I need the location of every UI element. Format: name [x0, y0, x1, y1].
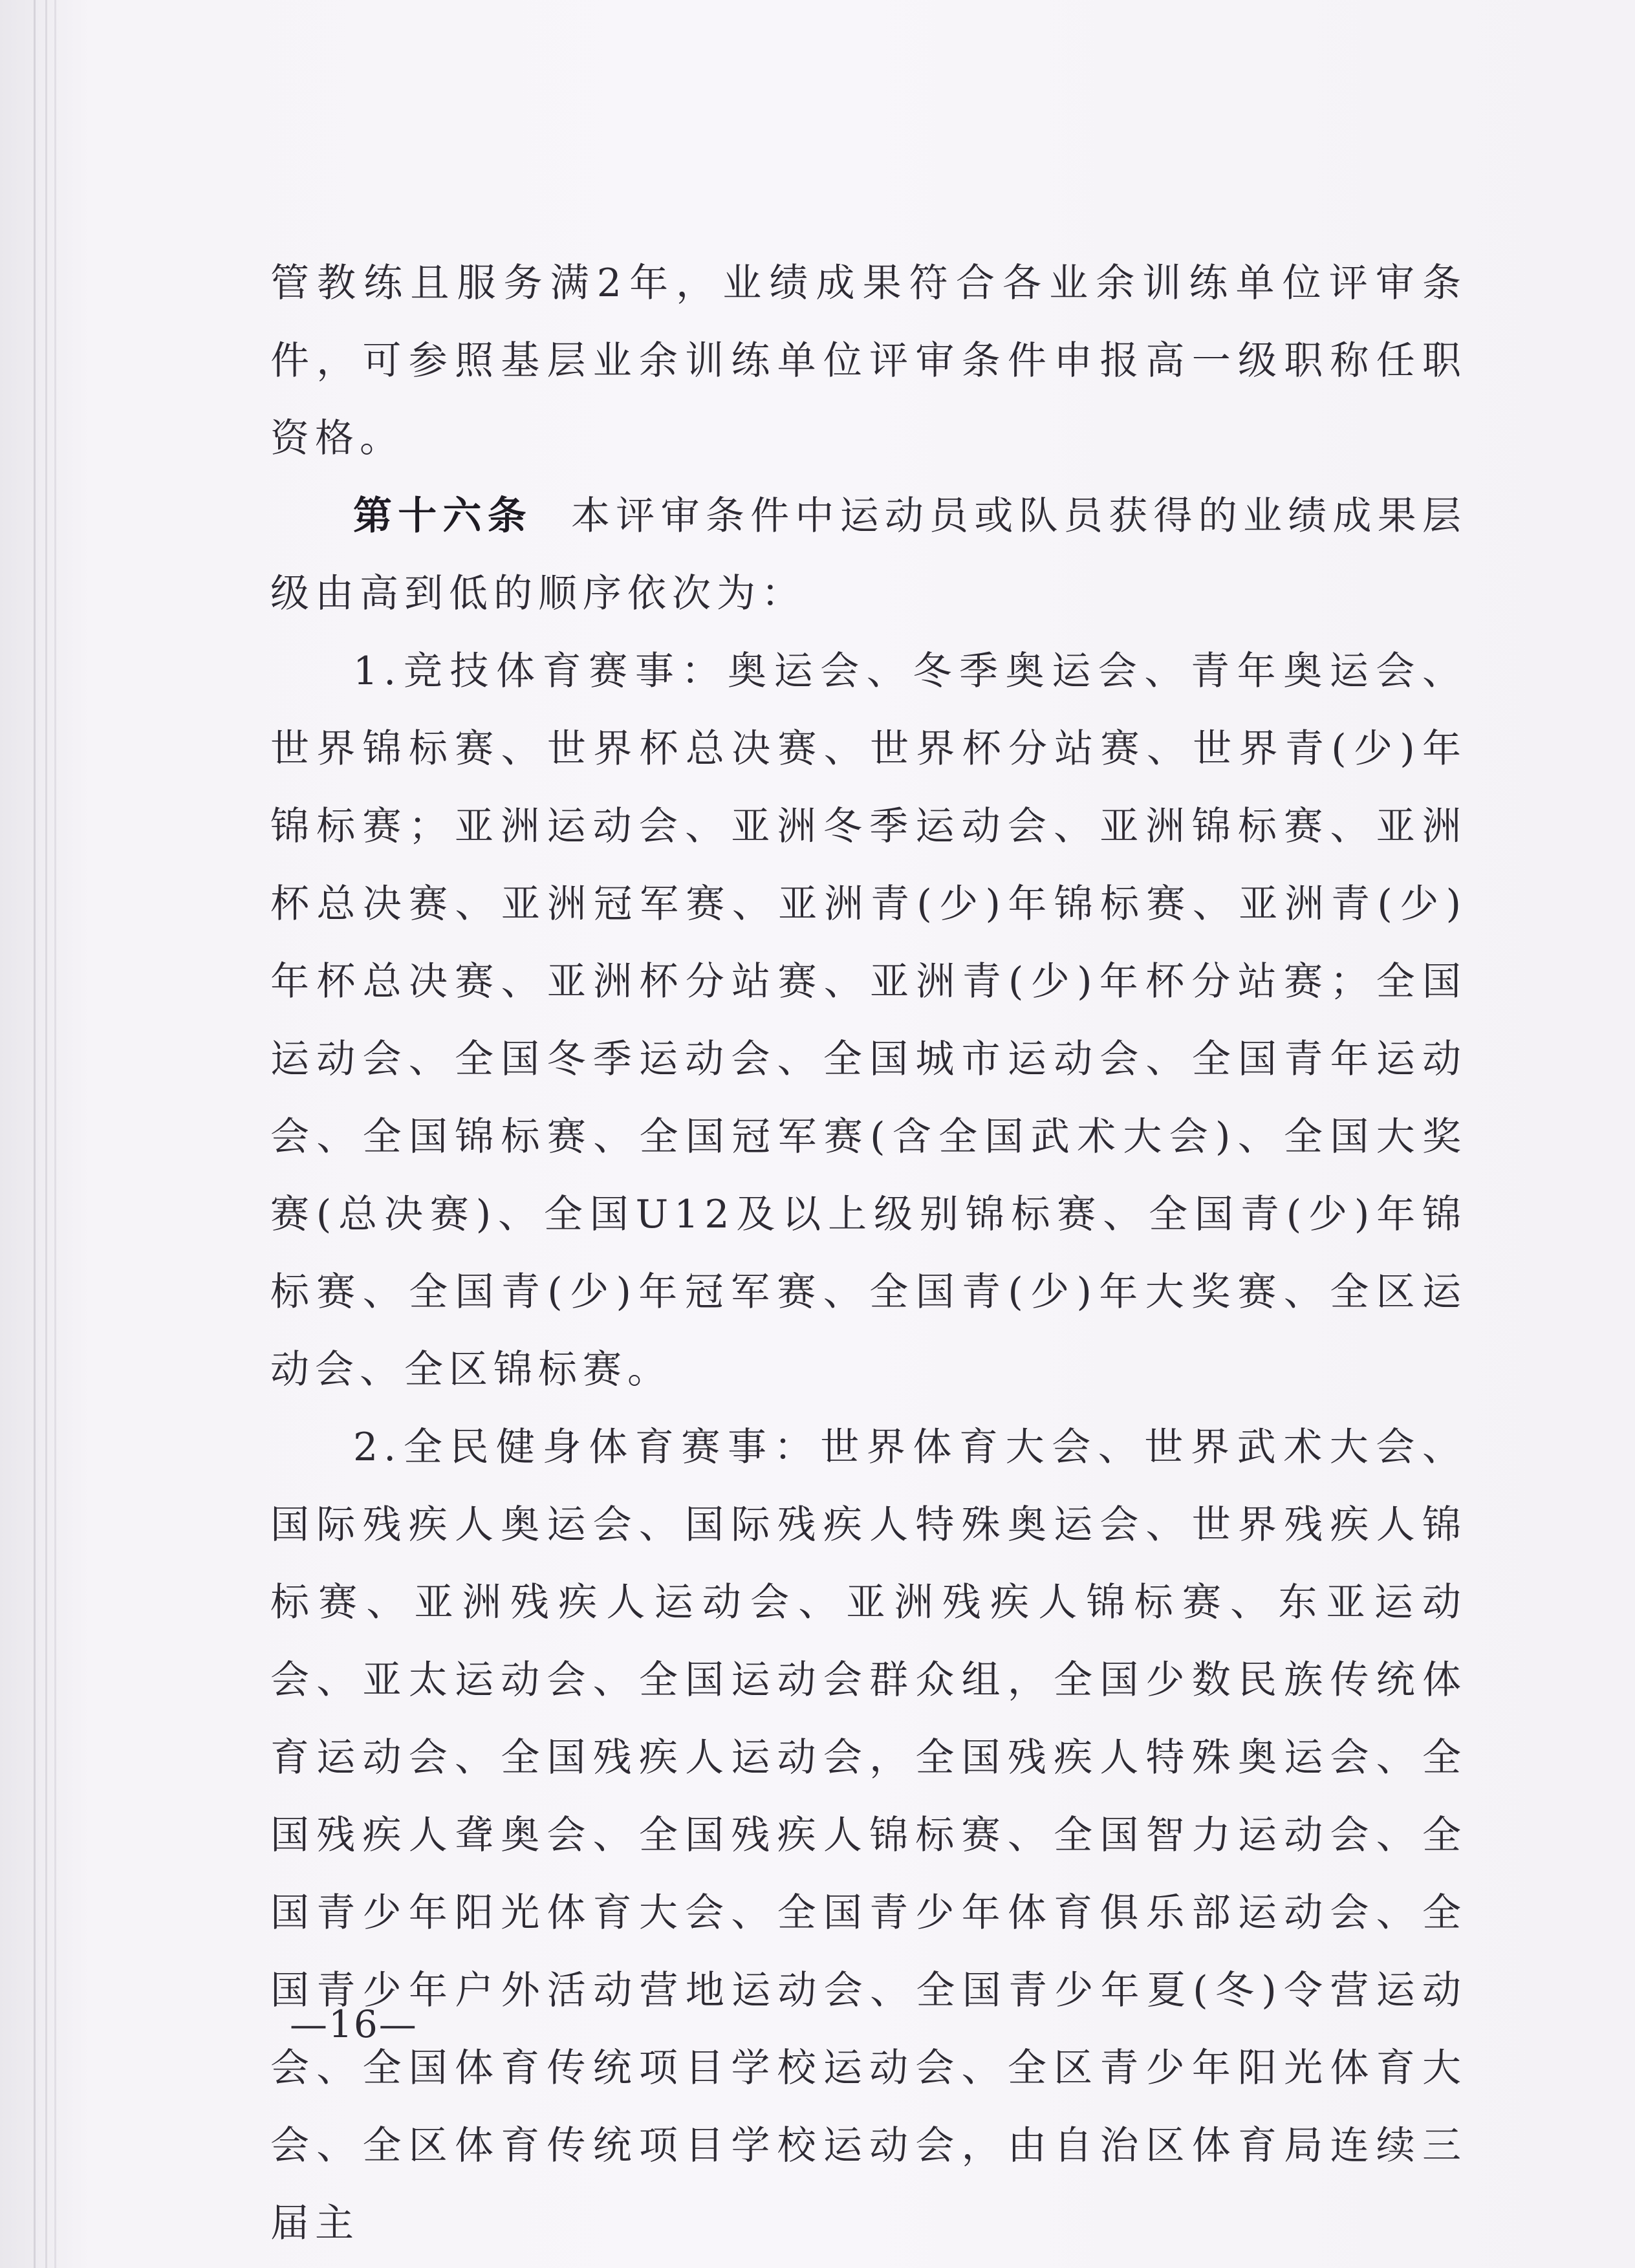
paragraph-continuation [270, 244, 1467, 477]
paragraph-competitive-sports [270, 632, 1467, 1409]
paragraph-text: 2.全民健身体育赛事：世界体育大会、世界武术大会、国际残疾人奥运会、国际残疾人特殊奥运会、世界残疾人锦标赛、亚洲残疾人运动会、亚洲残疾人锦标赛、东亚运动会、亚太运动会、全国运动会群众组，全国少数民族传统体育运动会、全国残疾人运动会，全国残疾人特殊奥运会、全国残疾人聋奥会、全国残疾人锦标赛、全国智力运动会、全国青少年阳光体育大会、全国青少年体育俱乐部运动会、全国青少年户外活动营地运动会、全国青少年夏(冬)令营运动会、全国体育传统项目学校运动会、全区青少年阳光体育大会、全区体育传统项目学校运动会，由自治区体育局连续三届主 [270, 1425, 1467, 2246]
paragraph-text: 管教练且服务满2年，业绩成果符合各业余训练单位评审条件，可参照基层业余训练单位评审条件申报高一级职称任职资格。 [270, 261, 1467, 461]
paragraph-text: 本评审条件中运动员或队员获得的业绩成果层级由高到低的顺序依次为： [270, 493, 1467, 616]
article-label: 第十六条 [353, 493, 533, 539]
paragraph-article-16 [270, 477, 1467, 632]
paragraph-mass-fitness-sports [270, 1409, 1467, 2262]
stacked-page-edge [54, 0, 56, 2268]
document-body [270, 244, 1467, 2262]
stacked-page-edge [45, 0, 47, 2268]
page-number: —16— [290, 2002, 418, 2046]
stacked-page-edge [34, 0, 36, 2268]
paragraph-text: 1.竞技体育赛事：奥运会、冬季奥运会、青年奥运会、世界锦标赛、世界杯总决赛、世界杯分站赛、世界青(少)年锦标赛；亚洲运动会、亚洲冬季运动会、亚洲锦标赛、亚洲杯总决赛、亚洲冠军赛、亚洲青(少)年锦标赛、亚洲青(少)年杯总决赛、亚洲杯分站赛、亚洲青(少)年杯分站赛；全国运动会、全国冬季运动会、全国城市运动会、全国青年运动会、全国锦标赛、全国冠军赛(含全国武术大会)、全国大奖赛(总决赛)、全国U12及以上级别锦标赛、全国青(少)年锦标赛、全国青(少)年冠军赛、全国青(少)年大奖赛、全区运动会、全区锦标赛。 [270, 649, 1467, 1392]
